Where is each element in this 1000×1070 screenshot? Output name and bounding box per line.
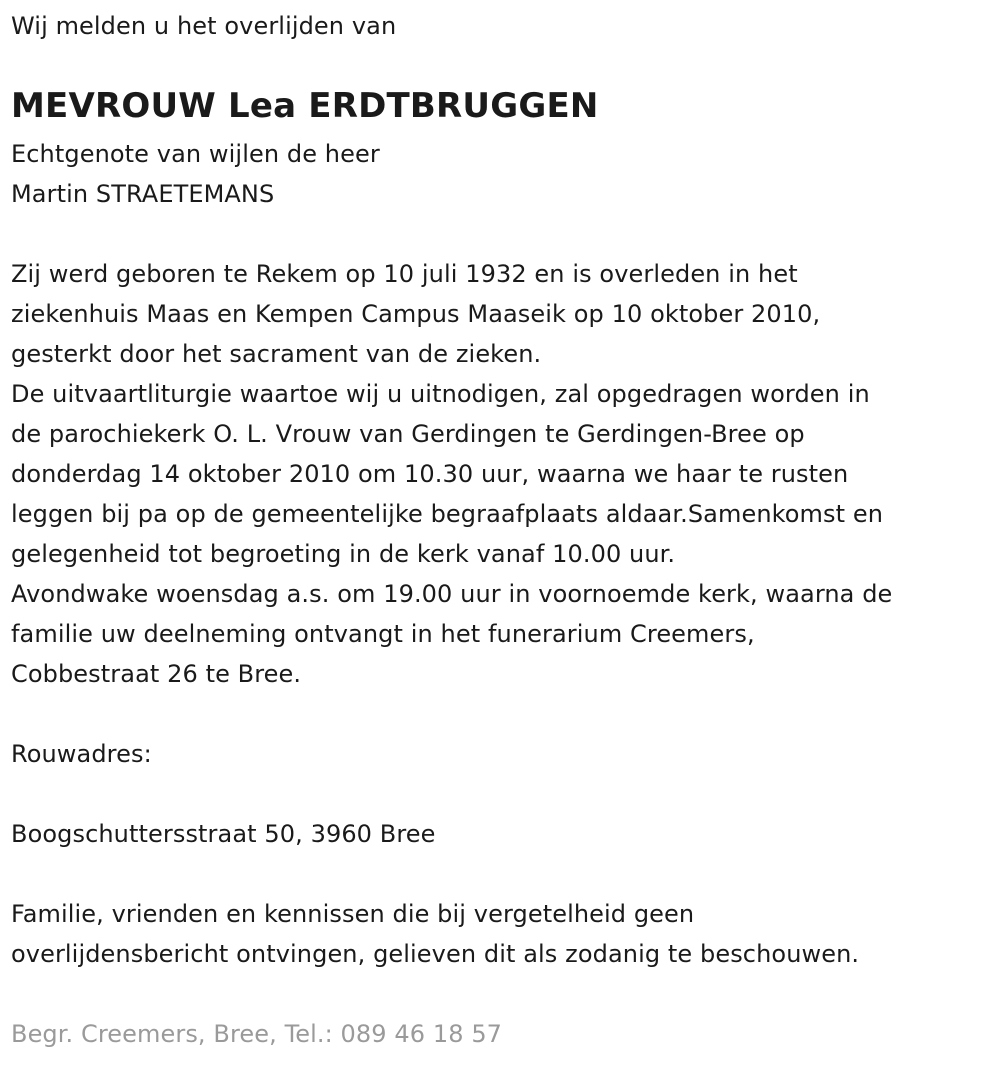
intro-text: Wij melden u het overlijden van [11,12,397,40]
body-line: gelegenheid tot begroeting in de kerk vanaf 10.00 uur. [11,540,676,568]
body-line: Zij werd geboren te Rekem op 10 juli 1932 en is overleden in het [11,260,798,288]
closing-line: overlijdensbericht ontvingen, gelieven dit als zodanig te beschouwen. [11,940,860,968]
closing-line: Familie, vrienden en kennissen die bij vergetelheid geen [11,900,695,928]
body-line: de parochiekerk O. L. Vrouw van Gerdingen te Gerdingen-Bree op [11,420,805,448]
announcement-body [11,254,892,694]
body-line: donderdag 14 oktober 2010 om 10.30 uur, waarna we haar te rusten [11,460,849,488]
spouse-line: Martin STRAETEMANS [11,180,275,208]
spouse-block [11,134,380,214]
address-label: Rouwadres: [11,740,152,768]
body-line: De uitvaartliturgie waartoe wij u uitnodigen, zal opgedragen worden in [11,380,870,408]
body-line: Avondwake woensdag a.s. om 19.00 uur in voornoemde kerk, waarna de [11,580,893,608]
body-line: Cobbestraat 26 te Bree. [11,660,302,688]
mourning-address: Boogschuttersstraat 50, 3960 Bree [11,820,436,848]
spouse-line: Echtgenote van wijlen de heer [11,140,380,168]
deceased-name: MEVROUW Lea ERDTBRUGGEN [11,86,599,126]
body-line: ziekenhuis Maas en Kempen Campus Maaseik op 10 oktober 2010, [11,300,821,328]
body-line: gesterkt door het sacrament van de zieken. [11,340,542,368]
body-line: familie uw deelneming ontvangt in het funerarium Creemers, [11,620,755,648]
funeral-home-footer: Begr. Creemers, Bree, Tel.: 089 46 18 57 [11,1020,503,1048]
body-line: leggen bij pa op de gemeentelijke begraafplaats aldaar.Samenkomst en [11,500,884,528]
closing-note [11,894,859,974]
